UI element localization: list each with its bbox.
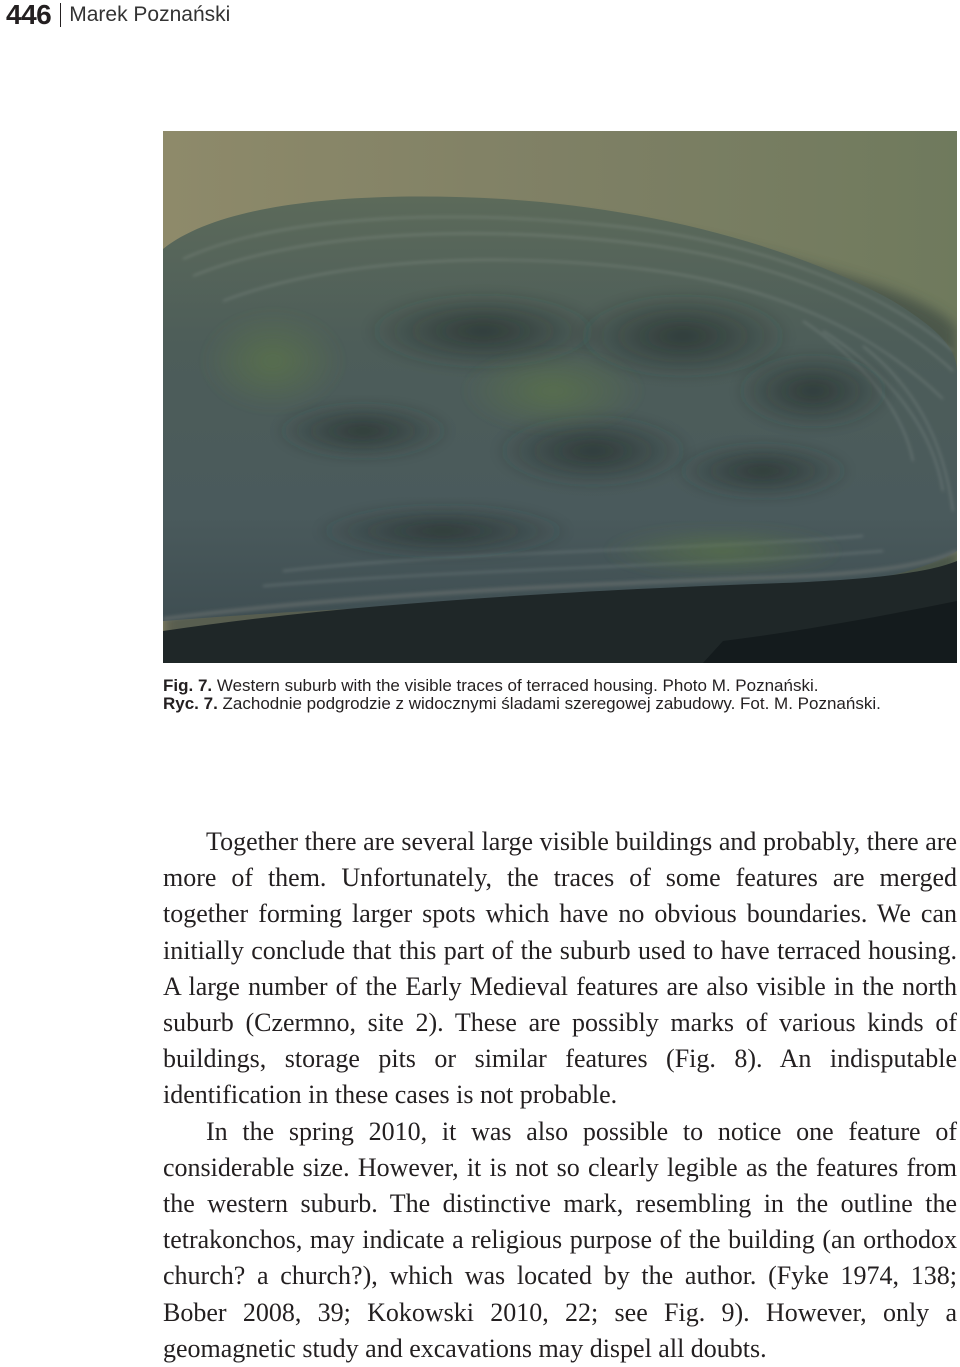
running-header	[6, 0, 230, 32]
paragraph: In the spring 2010, it was also possible to notice one feature of considerable size. However, it is not so clearly legible as the features from the western suburb. The distinctive mark, resembling in the outline the tetrakonchos, may indicate a religious purpose of the building (an orthodox church? a church?), which was located by the author. (Fyke 1974, 138; Bober 2008, 39; Kokowski 2010, 22; see Fig. 9). However, only a geomagnetic study and excavations may dispel all doubts.	[163, 1116, 957, 1363]
paragraph: Together there are several large visible buildings and probably, there are more of them. Unfortunately, the traces of some features are merged together forming larger spots which have no obvious boundaries. We can initially conclude that this part of the suburb used to have terraced housing. A large number of the Early Medieval features are also visible in the north suburb (Czermno, site 2). These are possibly marks of various kinds of buildings, storage pits or similar features (Fig. 8). An indisputable identification in these cases is not probable.	[163, 827, 957, 1110]
caption-english-label: Fig. 7.	[163, 676, 213, 695]
page-number: 446	[6, 0, 52, 30]
body-text	[163, 824, 957, 1367]
running-author: Marek Poznański	[69, 3, 231, 26]
header-divider	[60, 3, 61, 27]
caption-polish	[163, 695, 953, 713]
caption-english	[163, 677, 953, 695]
caption-english-text: Western suburb with the visible traces of terraced housing. Photo M. Poznański.	[216, 676, 819, 695]
aerial-photo-graphic	[163, 131, 957, 663]
figure-caption	[163, 677, 953, 713]
aerial-photo	[163, 131, 957, 663]
caption-polish-text: Zachodnie podgrodzie z widocznymi śladami szeregowej zabudowy. Fot. M. Poznański.	[222, 694, 881, 713]
caption-polish-label: Ryc. 7.	[163, 694, 218, 713]
